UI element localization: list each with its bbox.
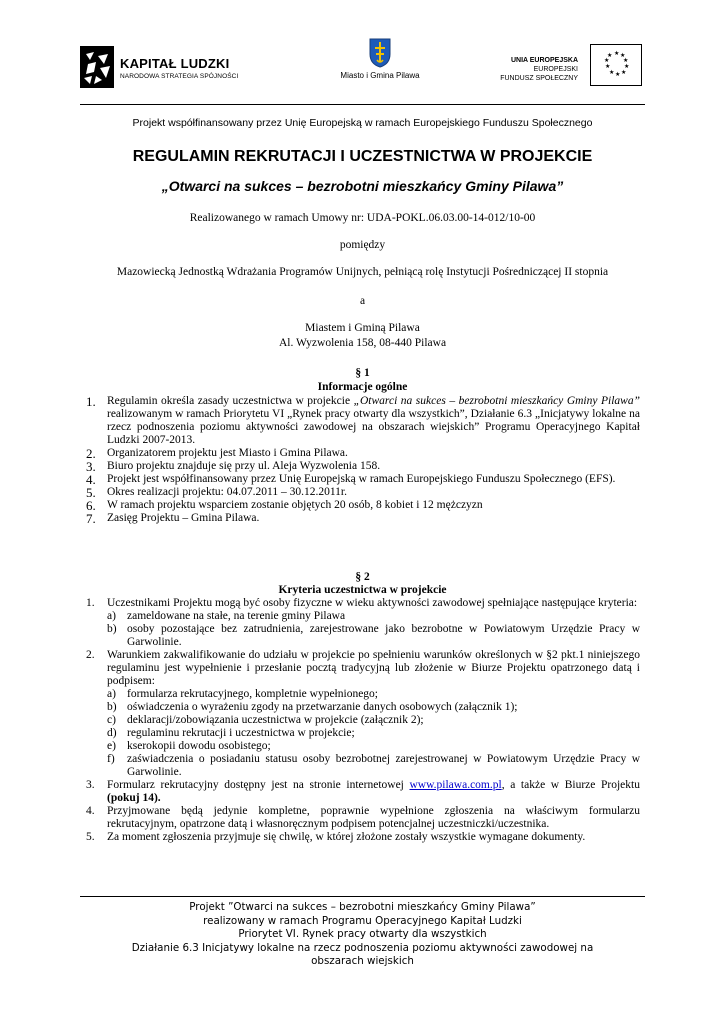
list-item: 3. Formularz rekrutacyjny dostępny jest na stronie internetowej www.pilawa.com.pl, a także w Biurze Projektu (pokuj 14). (86, 779, 640, 804)
party2-address: Al. Wyzwolenia 158, 08-440 Pilawa (278, 337, 447, 349)
eu-flag-icon (590, 44, 642, 86)
page-footer (80, 901, 645, 969)
list-item: 1. Uczestnikami Projektu mogą być osoby fizyczne w wieku aktywności zawodowej spełniające następujące kryteria: (86, 597, 638, 609)
section2-list (86, 597, 640, 844)
kapital-ludzki-title: KAPITAŁ LUDZKI (120, 56, 230, 71)
and-line: a (359, 295, 366, 307)
cofinance-note: Projekt współfinansowany przez Unię Europejską w ramach Europejskiego Funduszu Społecznego (132, 117, 593, 129)
list-item: 2. Organizatorem projektu jest Miasto i Gmina Pilawa. (86, 446, 348, 461)
svg-text:★: ★ (614, 50, 620, 57)
footer-line2: realizowany w ramach Programu Operacyjnego Kapitał Ludzki (203, 914, 522, 927)
list-item: 2. Warunkiem zakwalifikowanie do udziału w projekcie po spełnieniu warunków określonych w §2 pkt.1 niniejszego regulaminu jest wypełnienie i przesłanie pocztą tradycyjną lub złożenie w Biurze Projektu opatrzonego datą i podpisem: (86, 649, 640, 687)
project-subtitle: „Otwarci na sukces – bezrobotni mieszkańcy Gminy Pilawa” (161, 178, 564, 194)
sub-item: e) kserokopii dowodu osobistego; (107, 740, 271, 752)
party2-name: Miastem i Gminą Pilawa (305, 322, 420, 334)
kapital-ludzki-emblem-icon (80, 46, 114, 88)
list-item: 6. W ramach projektu wsparciem zostanie objętych 20 osób, 8 kobiet i 12 mężczyzn (86, 498, 483, 513)
section2-mark: § 2 (355, 571, 370, 583)
list-item: 5. Okres realizacji projektu: 04.07.2011 – 30.12.2011r. (86, 485, 347, 500)
section2-title: Kryteria uczestnictwa w projekcie (278, 584, 447, 596)
eu-logo (490, 44, 645, 92)
sub-item: a) zameldowane na stałe, na terenie gminy Pilawa (107, 610, 346, 622)
pilawa-crest (340, 38, 420, 98)
sub-item: d) regulaminu rekrutacji i uczestnictwa w projekcie; (107, 727, 355, 739)
svg-text:★: ★ (609, 69, 615, 76)
coat-of-arms-icon (369, 38, 391, 68)
list-item: 4. Projekt jest współfinansowany przez Unię Europejską w ramach Europejskiego Funduszu Społecznego (EFS). (86, 472, 616, 487)
list-item: 4. Przyjmowane będą jedynie kompletne, poprawnie wypełnione zgłoszenia na właściwym formularzu rekrutacyjnym, opatrzone datą i własnoręcznym podpisem potencjalnej uczestniczki/uczestnika. (86, 805, 640, 830)
header-rule (80, 104, 645, 105)
footer-rule (80, 896, 645, 897)
eu-line2: EUROPEJSKI (533, 66, 578, 73)
list-item: 3. Biuro projektu znajduje się przy ul. Aleja Wyzwolenia 158. (86, 459, 381, 474)
footer-line1: Projekt ”Otwarci na sukces – bezrobotni mieszkańcy Gminy Pilawa” (189, 901, 536, 913)
svg-text:★: ★ (624, 63, 630, 70)
agreement-line: Realizowanego w ramach Umowy nr: UDA-POKL.06.03.00-14-012/10-00 (189, 212, 536, 224)
svg-text:★: ★ (621, 69, 627, 76)
svg-text:★: ★ (605, 63, 611, 70)
section1-title: Informacje ogólne (317, 381, 408, 393)
sub-item: b) oświadczenia o wyrażeniu zgody na przetwarzanie danych osobowych (załącznik 1); (107, 701, 518, 713)
document-title: REGULAMIN REKRUTACJI I UCZESTNICTWA W PROJEKCIE (132, 148, 593, 165)
party1-line: Mazowiecką Jednostką Wdrażania Programów Unijnych, pełniącą rolę Instytucji Pośredniczącej II stopnia (116, 266, 609, 278)
section1-mark: § 1 (355, 367, 370, 379)
svg-text:★: ★ (620, 52, 626, 59)
footer-line4: Działanie 6.3 Inicjatywy lokalne na rzecz podnoszenia poziomu aktywności zawodowej na (131, 941, 594, 954)
sub-item: a) formularza rekrutacyjnego, kompletnie wypełnionego; (107, 688, 378, 700)
kapital-ludzki-subtitle: NARODOWA STRATEGIA SPÓJNOŚCI (120, 73, 239, 80)
svg-text:★: ★ (615, 71, 621, 78)
between-line: pomiędzy (339, 239, 386, 251)
list-item: 1. Regulamin określa zasady uczestnictwa w projekcie „Otwarci na sukces – bezrobotni mieszkańcy Gminy Pilawa” realizowanym w ramach Priorytetu VI „Rynek pracy otwarty dla wszystkich”, Działanie 6.3 „Inicjatywy lokalne na rzecz podnoszenia poziomu aktywności zawodowej na obszarach wiejskich” Programu Operacyjnego Kapitał Ludzki 2007-2013. (86, 394, 640, 446)
list-item: 5. Za moment zgłoszenia przyjmuje się chwilę, w której złożone zostały wszystkie wymagane dokumenty. (86, 831, 586, 843)
footer-line5: obszarach wiejskich (311, 955, 414, 967)
svg-text:★: ★ (607, 52, 613, 59)
pilawa-website-link[interactable]: www.pilawa.com.pl (409, 779, 502, 791)
sub-item: b) osoby pozostające bez zatrudnienia, zarejestrowane jako bezrobotne w Powiatowym Urzędzie Pracy w Garwolinie. (107, 623, 640, 648)
eu-line1: UNIA EUROPEJSKA (510, 57, 578, 64)
kapital-ludzki-logo (80, 44, 250, 92)
section1-list (86, 395, 640, 525)
svg-text:★: ★ (604, 57, 610, 64)
sub-item: c) deklaracji/zobowiązania uczestnictwa w projekcie (załącznik 2); (107, 714, 424, 726)
list-item: 7. Zasięg Projektu – Gmina Pilawa. (86, 511, 260, 526)
footer-line3: Priorytet VI. Rynek pracy otwarty dla wszystkich (238, 928, 487, 940)
eu-line3: FUNDUSZ SPOŁECZNY (500, 75, 578, 82)
svg-text:★: ★ (623, 57, 629, 64)
crest-label: Miasto i Gmina Pilawa (340, 71, 420, 80)
sub-item: f) zaświadczenia o posiadaniu statusu osoby bezrobotnej zarejestrowanej w Powiatowym Urzędzie Pracy w Garwolinie. (107, 753, 640, 778)
header-logos (80, 38, 645, 100)
